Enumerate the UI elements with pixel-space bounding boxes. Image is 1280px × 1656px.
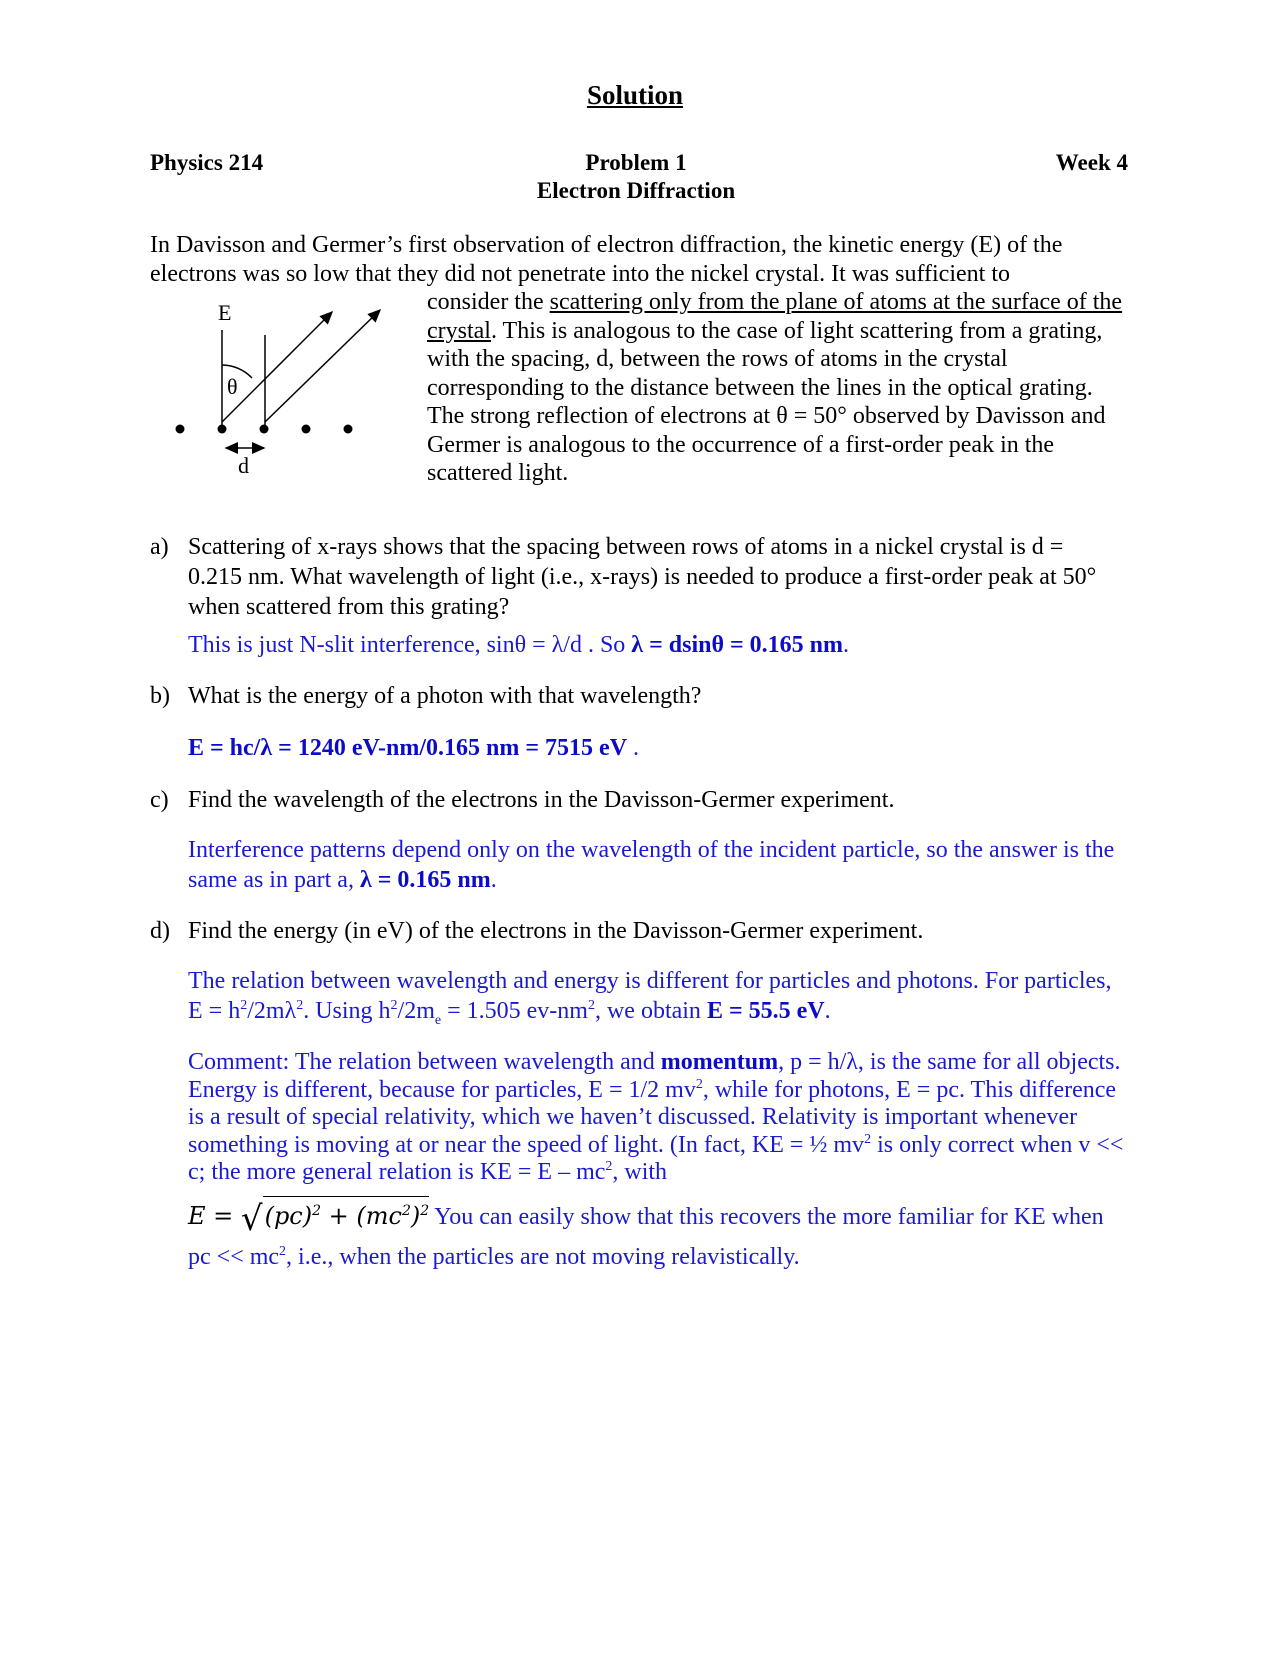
answer-c: Interference patterns depend only on the wavelength of the incident particle, so the answer is the same as in part a, λ = 0.165 nm.: [188, 837, 1115, 893]
energy-label: E: [218, 300, 232, 325]
answer-a: This is just N-slit interference, sinθ = λ/d . So λ = dsinθ = 0.165 nm.: [188, 632, 850, 658]
atom-2: [218, 425, 227, 434]
spacing-label: d: [238, 453, 249, 478]
intro-paragraph-side: consider the scattering only from the plane of atoms at the surface of the crystal. This is analogous to the case of light scattering from a grating, with the spacing, d, between the rows of atoms in the crystal corresponding to the distance between the lines in the optical grating. The strong reflection of electrons at θ = 50° observed by Davisson and Germer is analogous to the occurrence of a first-order peak in the scattered light.: [427, 289, 1123, 486]
scattered-ray-1: [222, 312, 332, 422]
question-c: c) Find the wavelength of the electrons in the Davisson-Germer experiment.: [150, 785, 188, 815]
intro-paragraph-top: In Davisson and Germer’s first observation of electron diffraction, the kinetic energy (E) of the electrons was so low that they did not penetrate into the nickel crystal. It was sufficient to: [150, 232, 1063, 287]
atom-1: [176, 425, 185, 434]
angle-label: θ: [227, 374, 238, 399]
question-b-text: What is the energy of a photon with that wavelength?: [188, 683, 702, 709]
diffraction-diagram: [160, 290, 400, 490]
topic-title: Electron Diffraction: [536, 178, 736, 203]
question-b: b) What is the energy of a photon with that wavelength?: [150, 681, 188, 711]
problem-label: Problem 1: [585, 150, 687, 175]
question-a-text: Scattering of x-rays shows that the spacing between rows of atoms in a nickel crystal is d = 0.215 nm. What wavelength of light (i.e., x-rays) is needed to produce a first-order peak at 50° when scattered from this grating?: [188, 534, 1097, 620]
answer-d: The relation between wavelength and energy is different for particles and photons. For particles, $E = h^2/2m\lambda^2$. Using $h^2/2m_e = 1.505$ $ev-nm^2$, we obtain E = 55.5 eV.: [188, 968, 1112, 1028]
question-a: a) Scattering of x-rays shows that the spacing between rows of atoms in a nickel crystal is d = 0.215 nm. What wavelength of light (i.e., x-rays) is needed to produce a first-order peak at 50° when scattered from this grating?: [150, 532, 188, 562]
comment-formula-line: $E = √(pc)^2 + (mc^2)^2$ You can easily show that this recovers the more familiar for KE when pc << $mc^2$, i.e., when the particles are not moving relavistically.: [188, 1196, 1128, 1276]
answer-b: E = hc/λ = 1240 eV-nm/0.165 nm = 7515 eV .: [188, 735, 640, 761]
scattered-ray-2: [265, 310, 380, 422]
question-d: d) Find the energy (in eV) of the electrons in the Davisson-Germer experiment.: [150, 916, 188, 946]
atom-5: [344, 425, 353, 434]
week-label: Week 4: [1055, 150, 1128, 175]
comment-paragraph: Comment: The relation between wavelength and momentum, p = h/λ, is the same for all objects. Energy is different, because for particles, E = 1/2 $mv^2$, while for photons, E = pc. This difference is a result of special relativity, which we haven’t discussed. Relativity is important whenever something is moving at or near the speed of light. (In fact, KE = ½ $mv^2$ is only correct when v << c; the more general relation is KE = E – $mc^2$, with: [188, 1049, 1124, 1185]
atom-4: [302, 425, 311, 434]
relativistic-energy-formula: $E = √(pc)^2 + (mc^2)^2$: [188, 1202, 429, 1230]
course-label: Physics 214: [150, 150, 264, 175]
page-title: Solution: [586, 80, 684, 110]
question-d-text: Find the energy (in eV) of the electrons in the Davisson-Germer experiment.: [188, 918, 924, 944]
underlined-phrase: scattering only from the plane of atoms at the surface of the crystal: [427, 289, 1123, 344]
atom-3: [260, 425, 269, 434]
question-c-text: Find the wavelength of the electrons in the Davisson-Germer experiment.: [188, 787, 895, 813]
